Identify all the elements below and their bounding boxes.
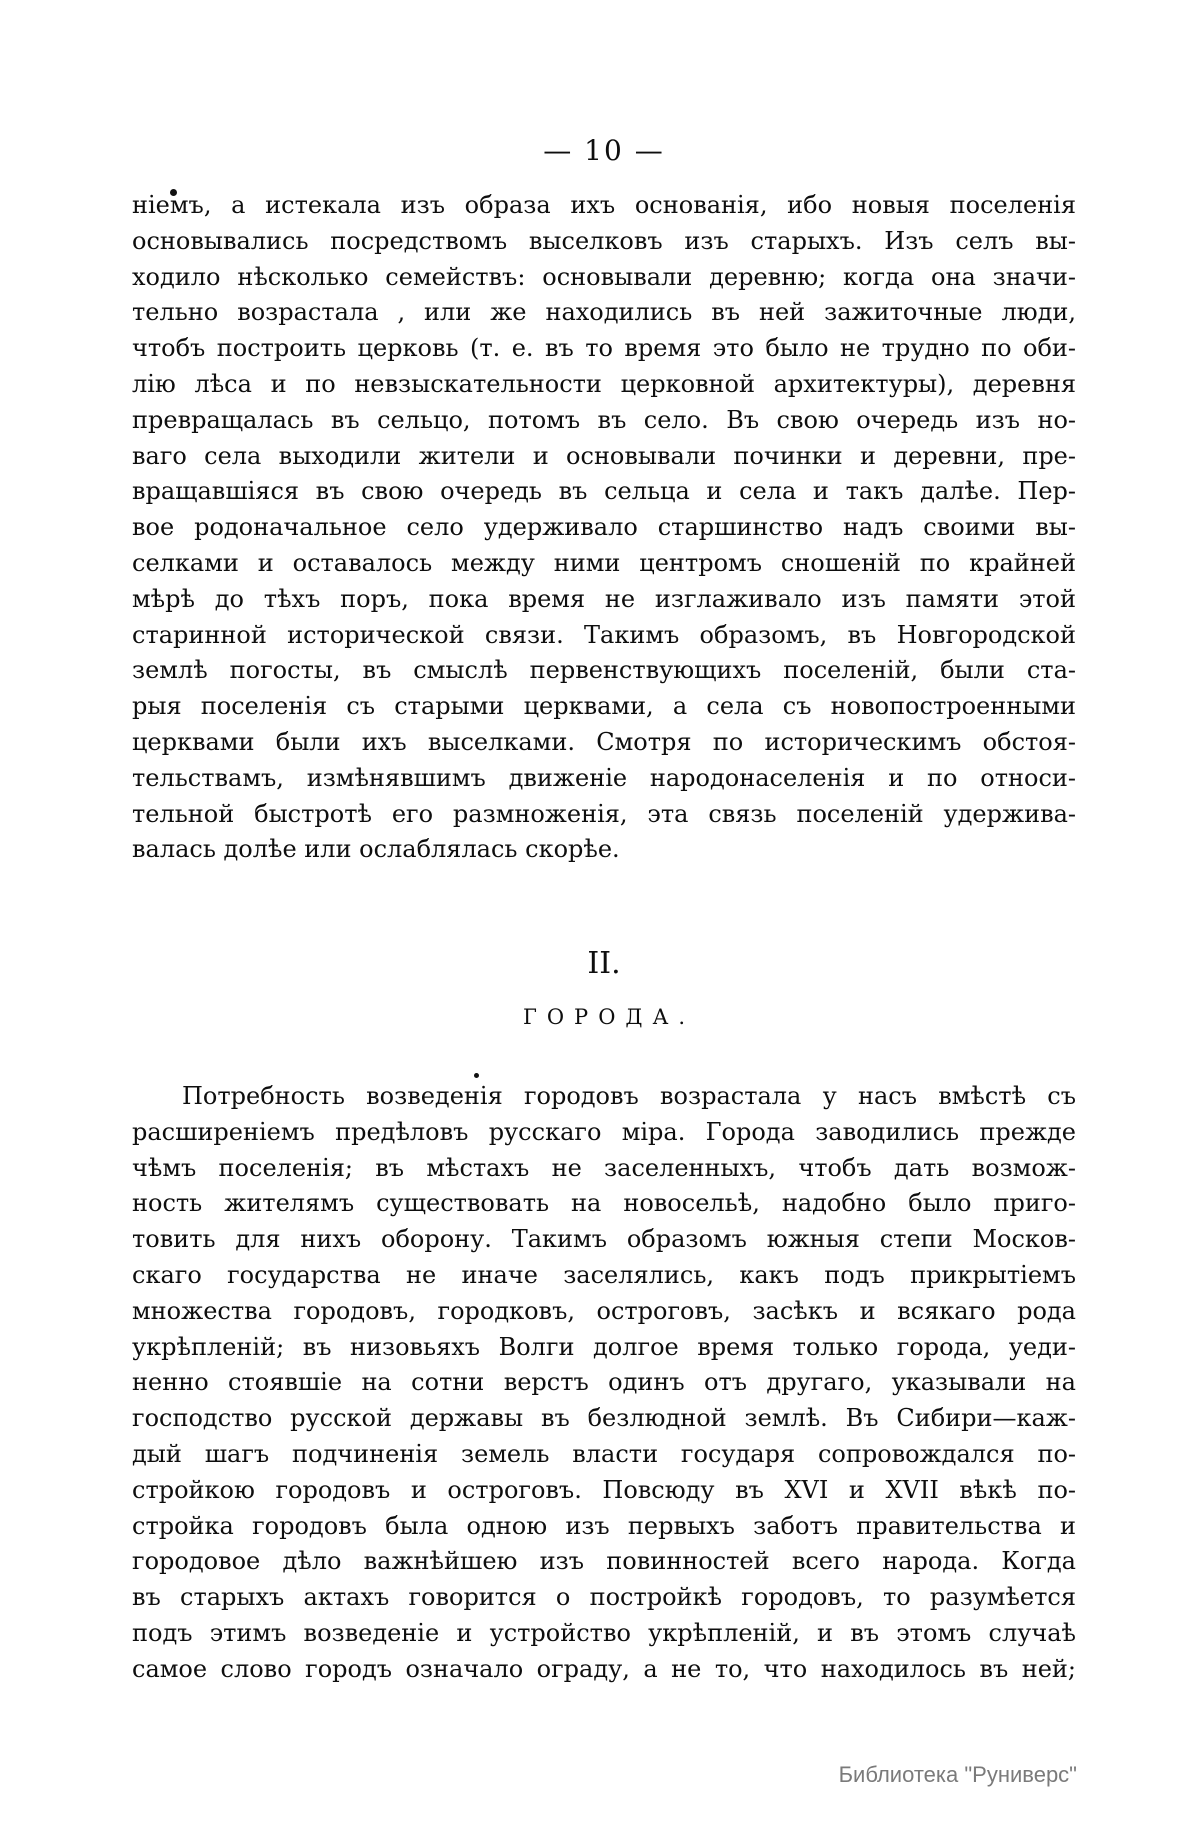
text-line: товить для нихъ оборону. Такимъ образомъ южныя степи Москов- — [132, 1225, 1076, 1254]
text-line: рыя поселенія съ старыми церквами, а села съ новопостроенными — [132, 692, 1076, 721]
text-line: основывались посредствомъ выселковъ изъ старыхъ. Изъ селъ вы- — [132, 226, 1076, 255]
text-line: самое слово городъ означало ограду, а не то, что находилось въ ней; — [132, 1654, 1076, 1683]
library-watermark: Библиотека "Руниверс" — [838, 1762, 1077, 1787]
section-title: ГОРОДА. — [522, 1005, 696, 1029]
text-line: ніемъ, а истекала изъ образа ихъ основанія, ибо новыя поселенія — [132, 191, 1076, 219]
text-line: превращалась въ сельцо, потомъ въ село. Въ свою очередь изъ но- — [132, 405, 1076, 434]
text-line: Потребность возведенія городовъ возрастала у насъ вмѣстѣ съ — [182, 1082, 1076, 1110]
scan-artifact-dot — [474, 1073, 479, 1078]
text-line: укрѣпленій; въ низовьяхъ Волги долгое время только города, уеди- — [132, 1332, 1076, 1361]
text-line: старинной исторической связи. Такимъ образомъ, въ Новгородской — [132, 620, 1076, 649]
text-line: стройкою городовъ и остроговъ. Повсюду въ XVI и XVII вѣкѣ по- — [132, 1475, 1076, 1504]
text-line: тельно возрастала , или же находились въ ней зажиточные люди, — [132, 298, 1076, 327]
text-line: ходило нѣсколько семействъ: основывали деревню; когда она значи- — [132, 262, 1076, 291]
text-line: тельной быстротѣ его размноженія, эта связь поселеній удержива- — [132, 799, 1076, 828]
text-line: стройка городовъ была одною изъ первыхъ заботъ правительства и — [132, 1511, 1076, 1540]
page-number: — 10 — — [543, 134, 665, 167]
text-line: расширеніемъ предѣловъ русскаго міра. Города заводились прежде — [132, 1117, 1076, 1146]
text-line: чтобъ построить церковь (т. е. въ то время это было не трудно по оби- — [132, 334, 1076, 363]
text-line: землѣ погосты, въ смыслѣ первенствующихъ поселеній, были ста- — [132, 656, 1076, 685]
text-line: чѣмъ поселенія; въ мѣстахъ не заселенныхъ, чтобъ дать возмож- — [132, 1153, 1076, 1182]
text-line: въ старыхъ актахъ говорится о постройкѣ городовъ, то разумѣется — [132, 1583, 1076, 1612]
text-line: валась долѣе или ослаблялась скорѣе. — [132, 835, 620, 864]
text-line: скаго государства не иначе заселялись, какъ подъ прикрытіемъ — [132, 1260, 1076, 1289]
text-line: ненно стоявшіе на сотни верстъ одинъ отъ другаго, указывали на — [132, 1368, 1076, 1397]
text-line: тельствамъ, измѣнявшимъ движеніе народонаселенія и по относи- — [132, 763, 1076, 792]
text-line: ность жителямъ существовать на новосельѣ, надобно было приго- — [132, 1189, 1076, 1218]
text-line: церквами были ихъ выселками. Смотря по историческимъ обстоя- — [132, 727, 1076, 756]
text-line: лію лѣса и по невзыскательности церковной архитектуры), деревня — [132, 369, 1076, 398]
text-line: вое родоначальное село удерживало старшинство надъ своими вы- — [132, 513, 1076, 542]
text-line: господство русской державы въ безлюдной землѣ. Въ Сибири—каж- — [132, 1404, 1076, 1433]
paragraph-2 — [132, 1079, 1076, 1688]
text-line: селками и оставалось между ними центромъ сношеній по крайней — [132, 548, 1076, 577]
paragraph-1 — [132, 188, 1076, 868]
text-line: подъ этимъ возведеніе и устройство укрѣпленій, и въ этомъ случаѣ — [132, 1618, 1076, 1647]
text-line: ваго села выходили жители и основывали починки и деревни, пре- — [132, 441, 1076, 470]
text-line: городовое дѣло важнѣйшею изъ повинностей всего народа. Когда — [132, 1547, 1076, 1576]
text-line: вращавшіяся въ свою очередь въ сельца и села и такъ далѣе. Пер- — [132, 477, 1076, 506]
text-line: множества городовъ, городковъ, остроговъ, засѣкъ и всякаго рода — [132, 1296, 1076, 1325]
section-number: II. — [587, 946, 621, 981]
text-line: дый шагъ подчиненія земель власти государя сопровождался по- — [132, 1439, 1076, 1468]
text-line: мѣрѣ до тѣхъ поръ, пока время не изглаживало изъ памяти этой — [132, 584, 1076, 613]
